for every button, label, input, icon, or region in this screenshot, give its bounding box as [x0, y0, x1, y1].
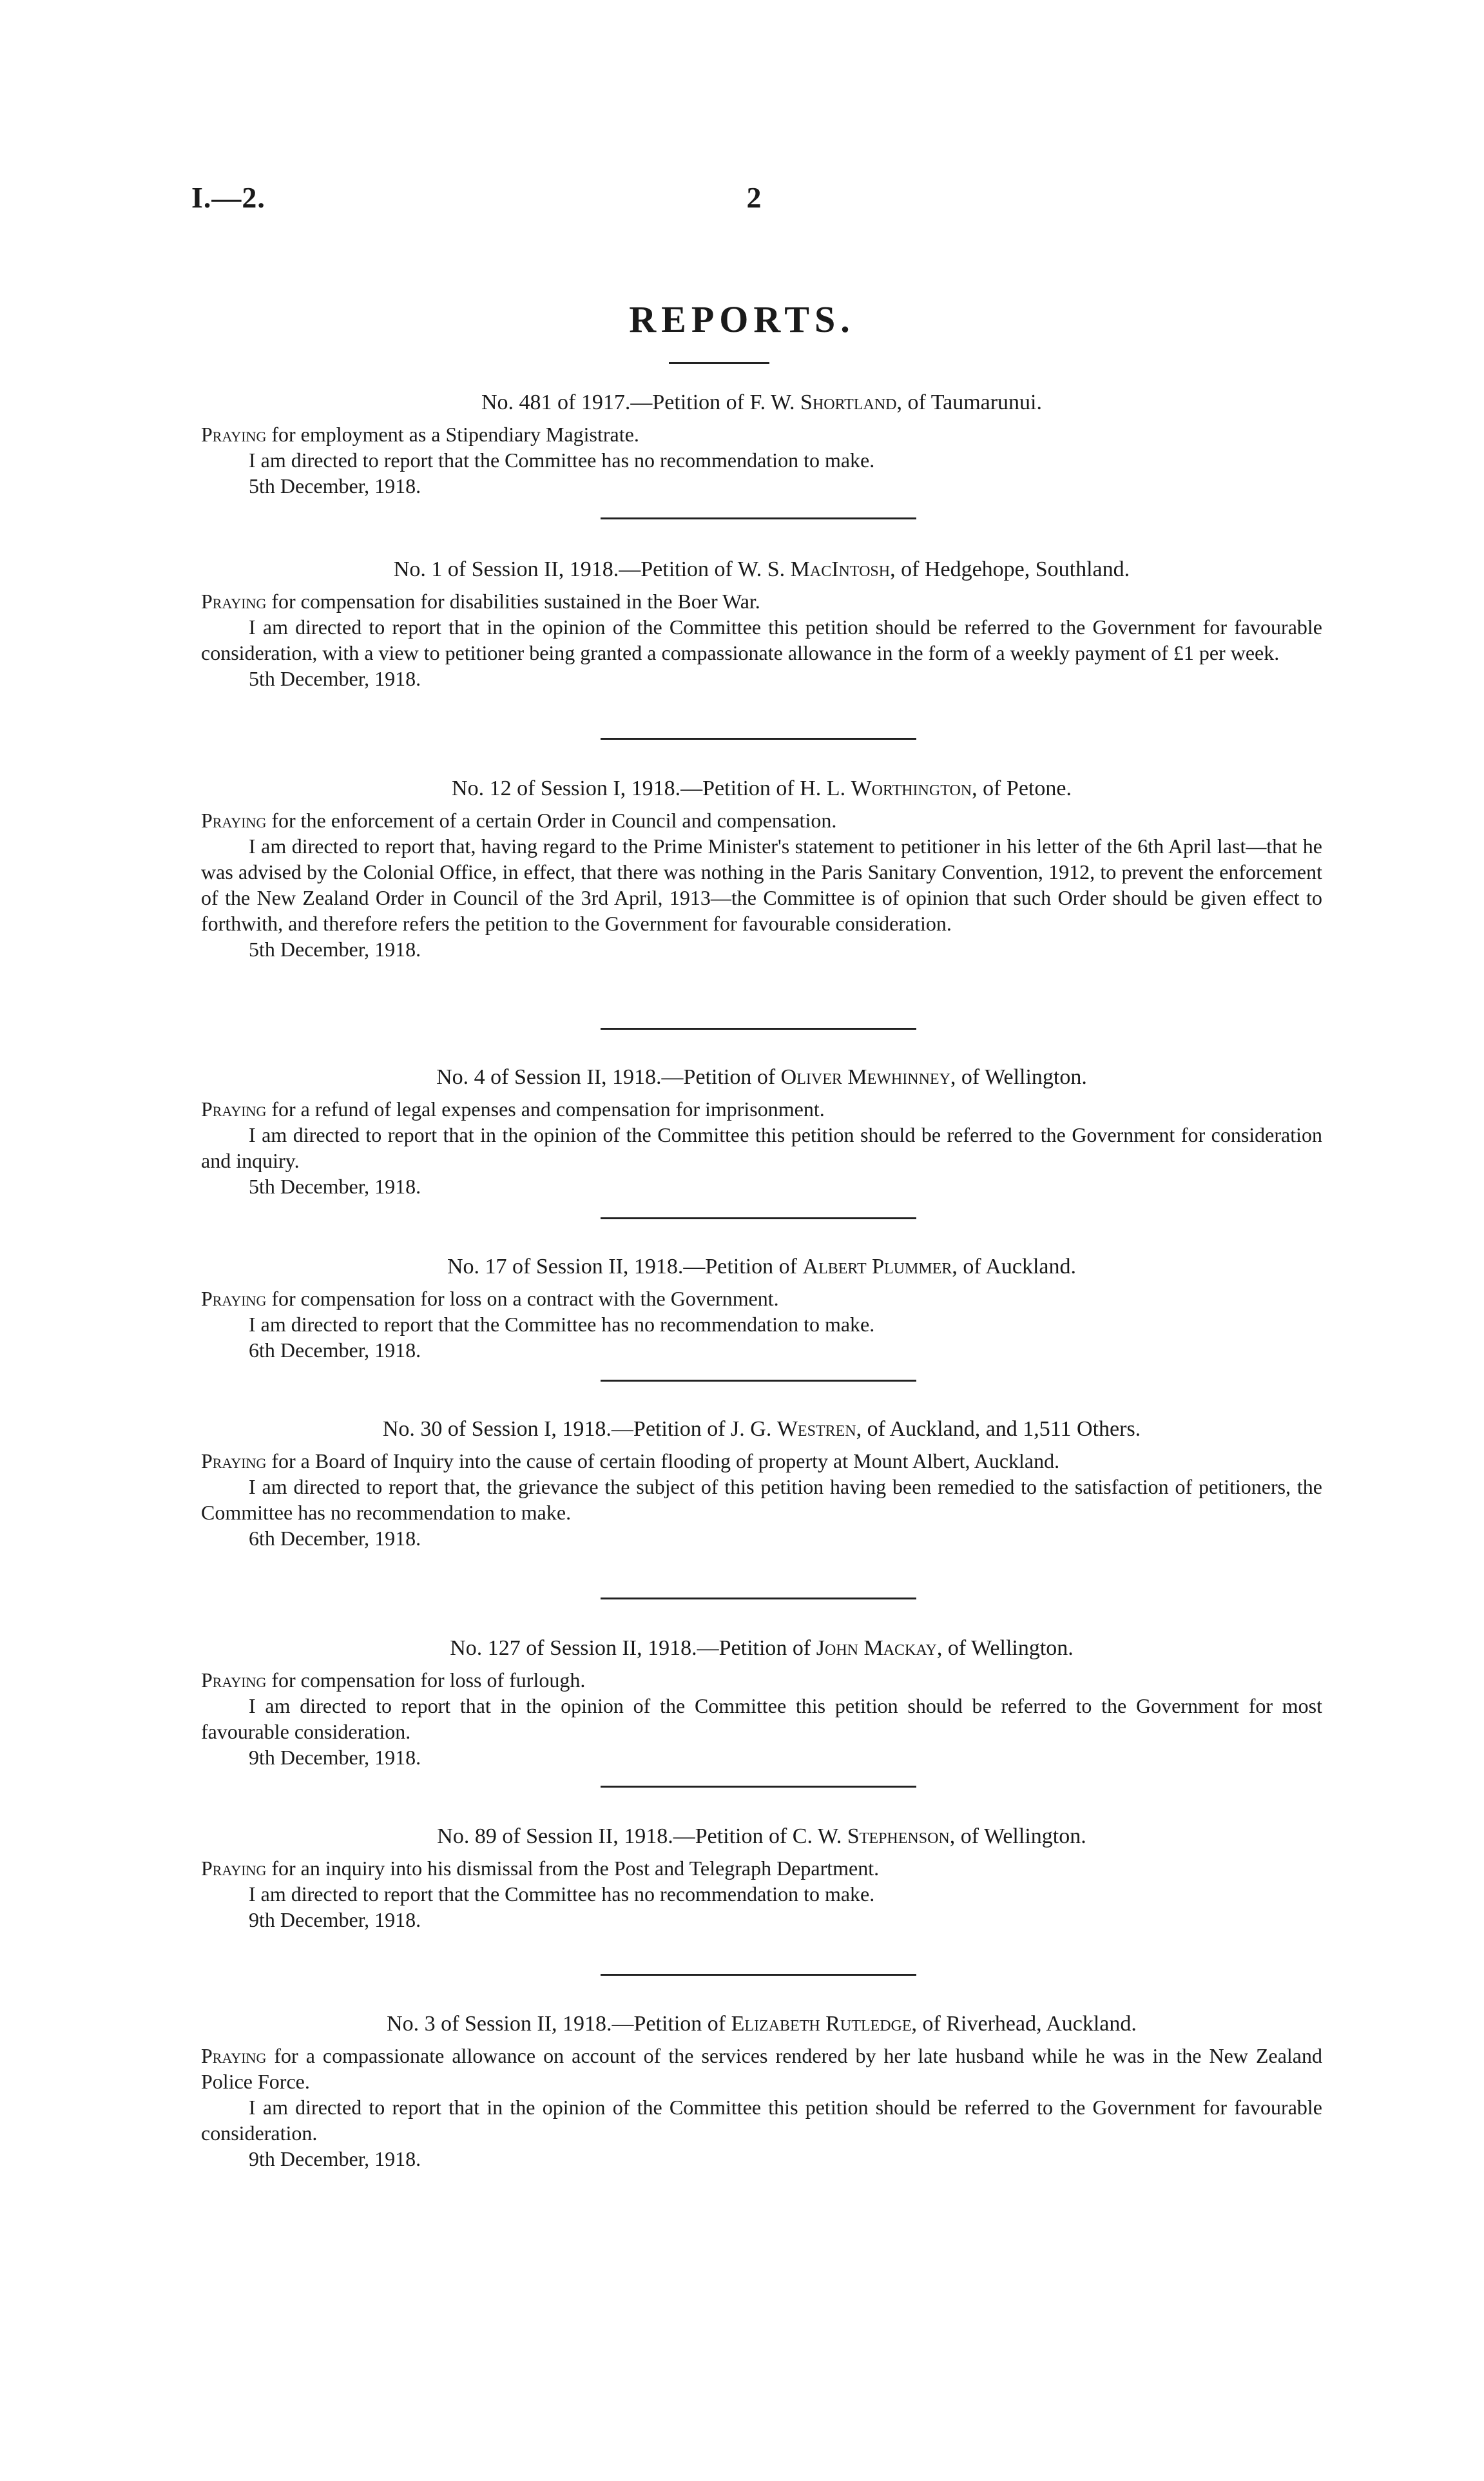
section-divider [601, 1974, 916, 1976]
praying-text: for the enforcement of a certain Order in Council and compensation. [266, 809, 837, 832]
praying-word: Praying [201, 423, 267, 446]
praying-text: for compensation for loss on a contract with the Government. [266, 1287, 779, 1310]
petitioner-name: Worthington [851, 777, 972, 800]
heading-text: No. 481 of 1917.—Petition of F. W. [481, 391, 801, 414]
heading-text: No. 89 of Session II, 1918.—Petition of C. W. [437, 1824, 847, 1848]
petitioner-name: Westren [776, 1417, 856, 1441]
praying-text: for compensation for disabilities sustained in the Boer War. [266, 590, 760, 613]
section-divider [601, 738, 916, 740]
praying-word: Praying [201, 1857, 267, 1880]
heading-text: No. 3 of Session II, 1918.—Petition of [387, 2012, 731, 2036]
report-body: I am directed to report that in the opinion of the Committee this petition should be referred to the Government for consideration and inquiry. [201, 1123, 1322, 1172]
praying-line [201, 2043, 1322, 2094]
report-body: I am directed to report that in the opinion of the Committee this petition should be referred to the Government for favourable consideration, with a view to petitioner being granted a compassionate allowance in the form of a weekly payment of £1 per week. [201, 615, 1322, 664]
heading-suffix: , of Taumarunui. [896, 391, 1042, 414]
praying-word: Praying [201, 1097, 267, 1121]
heading-suffix: , of Auckland, and 1,511 Others. [856, 1417, 1141, 1441]
section-divider [601, 1380, 916, 1382]
report-body: I am directed to report that the Committee has no recommendation to make. [249, 1313, 875, 1336]
petitioner-name: John Mackay [816, 1636, 937, 1660]
report-heading [201, 775, 1322, 802]
report-heading [201, 1823, 1322, 1850]
praying-text: for a compassionate allowance on account of the services rendered by her late husband while he was in the New Zealand Police Force. [201, 2044, 1322, 2093]
petitioner-name: Elizabeth Rutledge [731, 2012, 912, 2036]
report-entry [201, 1635, 1322, 1770]
report-entry [201, 389, 1322, 499]
report-body: I am directed to report that in the opinion of the Committee this petition should be referred to the Government for most favourable consideration. [201, 1694, 1322, 1743]
section-divider [601, 517, 916, 519]
report-heading [201, 1635, 1322, 1662]
report-heading [201, 1416, 1322, 1443]
praying-line [201, 1286, 1322, 1311]
heading-text: No. 4 of Session II, 1918.—Petition of [436, 1065, 781, 1089]
heading-suffix: , of Wellington. [936, 1636, 1074, 1660]
report-entry [201, 2011, 1322, 2172]
praying-line [201, 1448, 1322, 1474]
report-body: I am directed to report that, having regard to the Prime Minister's statement to petitioner in his letter of the 6th April last—that he was advised by the Colonial Office, in effect, that there was nothing in the Paris Sanitary Convention, 1912, to prevent the enforcement of the New Zealand Order in Council of the 3rd April, 1913—the Committee is of opinion that such Order should be given effect to forthwith, and therefore refers the petition to the Government for favourable consideration. [201, 835, 1322, 935]
section-divider [601, 1028, 916, 1030]
praying-line [201, 1855, 1322, 1881]
praying-text: for an inquiry into his dismissal from the Post and Telegraph Department. [266, 1857, 880, 1880]
heading-suffix: , of Petone. [972, 777, 1072, 800]
section-divider [601, 1598, 916, 1599]
praying-word: Praying [201, 1668, 267, 1692]
report-entry [201, 775, 1322, 962]
report-entry [201, 1064, 1322, 1199]
report-entry [201, 1253, 1322, 1363]
section-divider [601, 1217, 916, 1219]
heading-text: No. 30 of Session I, 1918.—Petition of J. G. [382, 1417, 777, 1441]
praying-line [201, 1096, 1322, 1122]
report-date: 5th December, 1918. [249, 1175, 421, 1198]
report-entry [201, 1416, 1322, 1551]
petitioner-name: Oliver Mewhinney [780, 1065, 950, 1089]
heading-suffix: , of Auckland. [952, 1255, 1077, 1279]
petitioner-name: Albert Plummer [802, 1255, 952, 1279]
report-entry [201, 1823, 1322, 1933]
report-heading [201, 1064, 1322, 1091]
report-heading [201, 2011, 1322, 2038]
heading-suffix: , of Riverhead, Auckland. [911, 2012, 1137, 2036]
heading-text: No. 127 of Session II, 1918.—Petition of [450, 1636, 816, 1660]
report-entry [201, 556, 1322, 691]
praying-line [201, 1667, 1322, 1693]
page-title: REPORTS. [629, 298, 855, 340]
heading-text: No. 17 of Session II, 1918.—Petition of [447, 1255, 803, 1279]
heading-text: No. 12 of Session I, 1918.—Petition of H. L. [452, 777, 851, 800]
report-date: 5th December, 1918. [249, 938, 421, 961]
praying-text: for compensation for loss of furlough. [266, 1668, 586, 1692]
praying-line [201, 421, 1322, 447]
petitioner-name: Stephenson [847, 1824, 950, 1848]
praying-word: Praying [201, 1449, 267, 1472]
petitioner-name: MacIntosh [790, 557, 891, 581]
section-divider [601, 1786, 916, 1788]
report-body: I am directed to report that the Committee has no recommendation to make. [249, 449, 875, 472]
report-date: 6th December, 1918. [249, 1527, 421, 1550]
praying-word: Praying [201, 2044, 267, 2067]
report-date: 9th December, 1918. [249, 1908, 421, 1931]
praying-word: Praying [201, 590, 267, 613]
heading-text: No. 1 of Session II, 1918.—Petition of W. S. [393, 557, 791, 581]
praying-word: Praying [201, 1287, 267, 1310]
report-body: I am directed to report that, the grievance the subject of this petition having been remedied to the satisfaction of petitioners, the Committee has no recommendation to make. [201, 1475, 1322, 1524]
praying-word: Praying [201, 809, 267, 832]
page-reference: I.—2. [191, 181, 265, 214]
report-date: 6th December, 1918. [249, 1338, 421, 1362]
report-body: I am directed to report that in the opinion of the Committee this petition should be referred to the Government for favourable consideration. [201, 2096, 1322, 2145]
praying-text: for employment as a Stipendiary Magistrate. [266, 423, 639, 446]
heading-suffix: , of Wellington. [949, 1824, 1086, 1848]
report-date: 9th December, 1918. [249, 1746, 421, 1769]
heading-suffix: , of Hedgehope, Southland. [890, 557, 1130, 581]
report-heading [201, 556, 1322, 583]
praying-line [201, 588, 1322, 614]
title-rule [669, 362, 769, 364]
praying-text: for a Board of Inquiry into the cause of certain flooding of property at Mount Albert, Auckland. [266, 1449, 1060, 1472]
report-date: 9th December, 1918. [249, 2147, 421, 2170]
praying-line [201, 807, 1322, 833]
petitioner-name: Shortland [800, 391, 897, 414]
report-date: 5th December, 1918. [249, 474, 421, 497]
page-number: 2 [746, 181, 762, 214]
heading-suffix: , of Wellington. [950, 1065, 1087, 1089]
praying-text: for a refund of legal expenses and compensation for imprisonment. [266, 1097, 825, 1121]
report-body: I am directed to report that the Committee has no recommendation to make. [249, 1882, 875, 1906]
report-heading [201, 389, 1322, 416]
report-heading [201, 1253, 1322, 1280]
report-date: 5th December, 1918. [249, 667, 421, 690]
